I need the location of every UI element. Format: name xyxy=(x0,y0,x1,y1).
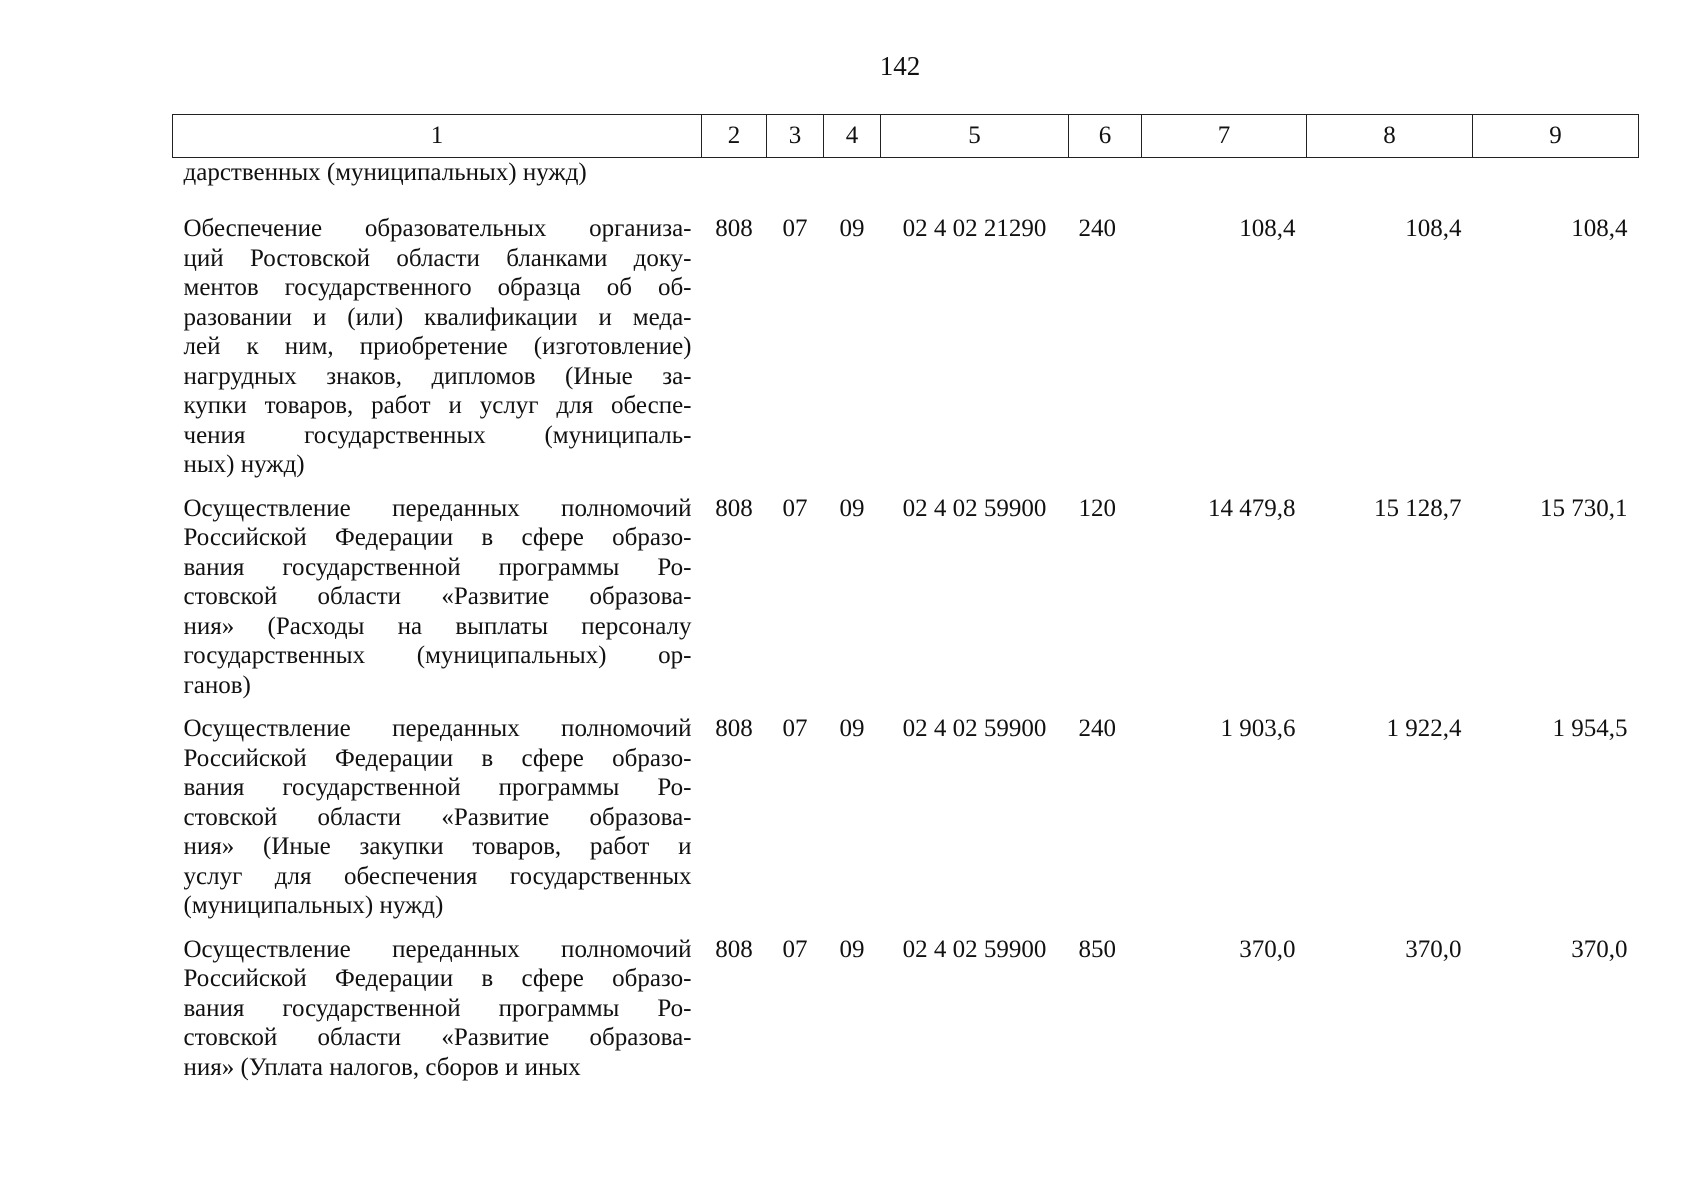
ministry-code: 808 xyxy=(715,215,753,242)
subsection-code: 09 xyxy=(839,715,865,742)
column-header-3: 3 xyxy=(767,115,824,158)
continuation-row xyxy=(173,158,1639,201)
description-line: ния» (Уплата налогов, сборов и иных xyxy=(183,1053,581,1081)
budget-table xyxy=(172,114,1639,1082)
table-row xyxy=(173,200,1639,480)
expense-type-code: 120 xyxy=(1078,494,1116,522)
description-line: ных) нужд) xyxy=(183,451,305,478)
description-line: Обеспечение образовательных организа- xyxy=(183,215,692,242)
description-line: нагрудных знаков, дипломов (Иные за- xyxy=(183,362,692,390)
description-line: стовской области «Развитие образова- xyxy=(183,583,692,610)
column-header-8: 8 xyxy=(1307,115,1473,158)
target-article-code: 02 4 02 59900 xyxy=(902,494,1047,522)
table-header xyxy=(173,115,1639,158)
amount-year-1: 1 903,6 xyxy=(1220,715,1296,742)
amount-year-2: 15 128,7 xyxy=(1374,494,1462,522)
row-description xyxy=(173,921,702,1083)
section-code: 07 xyxy=(782,715,808,742)
description-line: Российской Федерации в сфере образо- xyxy=(183,965,692,992)
amount-year-2: 1 922,4 xyxy=(1386,715,1462,742)
column-header-7: 7 xyxy=(1142,115,1307,158)
table-body xyxy=(173,158,1639,1083)
page-number: 142 xyxy=(879,51,921,81)
target-article-code: 02 4 02 21290 xyxy=(902,215,1047,242)
description-line: вания государственной программы Ро- xyxy=(183,994,692,1022)
amount-year-3: 15 730,1 xyxy=(1540,494,1628,522)
continuation-text: дарственных (муниципальных) нужд) xyxy=(183,159,587,186)
ministry-code: 808 xyxy=(715,494,753,522)
column-header-9: 9 xyxy=(1473,115,1639,158)
description-line: ций Ростовской области бланками доку- xyxy=(183,244,692,272)
column-header-4: 4 xyxy=(824,115,881,158)
target-article-code: 02 4 02 59900 xyxy=(902,715,1047,742)
section-code: 07 xyxy=(782,215,808,242)
amount-year-3: 108,4 xyxy=(1571,215,1628,242)
amount-year-2: 370,0 xyxy=(1405,935,1462,963)
column-header-6: 6 xyxy=(1069,115,1142,158)
amount-year-1: 370,0 xyxy=(1239,935,1296,963)
description-line: вания государственной программы Ро- xyxy=(183,774,692,801)
description-line: ния» (Иные закупки товаров, работ и xyxy=(183,833,692,860)
description-line: Осуществление переданных полномочий xyxy=(183,935,692,963)
description-line: Российской Федерации в сфере образо- xyxy=(183,524,692,551)
column-header-2: 2 xyxy=(702,115,767,158)
subsection-code: 09 xyxy=(839,494,865,522)
ministry-code: 808 xyxy=(715,935,753,963)
table-row xyxy=(173,480,1639,701)
description-line: ментов государственного образца об об- xyxy=(183,274,692,301)
ministry-code: 808 xyxy=(715,715,753,742)
table-row xyxy=(173,700,1639,921)
description-line: ния» (Расходы на выплаты персоналу xyxy=(183,612,692,640)
amount-year-1: 14 479,8 xyxy=(1208,494,1296,522)
expense-type-code: 240 xyxy=(1078,215,1116,242)
description-line: вания государственной программы Ро- xyxy=(183,553,692,581)
description-line: разовании и (или) квалификации и меда- xyxy=(183,303,692,331)
expense-type-code: 850 xyxy=(1078,935,1116,963)
amount-year-1: 108,4 xyxy=(1239,215,1296,242)
column-header-1: 1 xyxy=(173,115,702,158)
description-line: стовской области «Развитие образова- xyxy=(183,803,692,831)
table-row xyxy=(173,921,1639,1083)
description-line: ганов) xyxy=(183,671,251,699)
amount-year-2: 108,4 xyxy=(1405,215,1462,242)
description-line: Осуществление переданных полномочий xyxy=(183,494,692,522)
row-description xyxy=(173,700,702,921)
description-line: лей к ним, приобретение (изготовление) xyxy=(183,333,692,360)
header-row xyxy=(173,115,1639,158)
description-line: услуг для обеспечения государственных xyxy=(183,862,692,890)
amount-year-3: 370,0 xyxy=(1571,935,1628,963)
description-line: стовской области «Развитие образова- xyxy=(183,1024,692,1051)
description-line: купки товаров, работ и услуг для обеспе- xyxy=(183,392,692,419)
row-description xyxy=(173,480,702,701)
subsection-code: 09 xyxy=(839,215,865,242)
description-line: (муниципальных) нужд) xyxy=(183,892,444,919)
description-line: чения государственных (муниципаль- xyxy=(183,421,692,449)
subsection-code: 09 xyxy=(839,935,865,963)
column-header-5: 5 xyxy=(881,115,1069,158)
section-code: 07 xyxy=(782,494,808,522)
expense-type-code: 240 xyxy=(1078,715,1116,742)
description-line: Осуществление переданных полномочий xyxy=(183,715,692,742)
target-article-code: 02 4 02 59900 xyxy=(902,935,1047,963)
description-line: государственных (муниципальных) ор- xyxy=(183,642,692,669)
description-line: Российской Федерации в сфере образо- xyxy=(183,744,692,772)
section-code: 07 xyxy=(782,935,808,963)
amount-year-3: 1 954,5 xyxy=(1552,715,1628,742)
row-description xyxy=(173,200,702,480)
